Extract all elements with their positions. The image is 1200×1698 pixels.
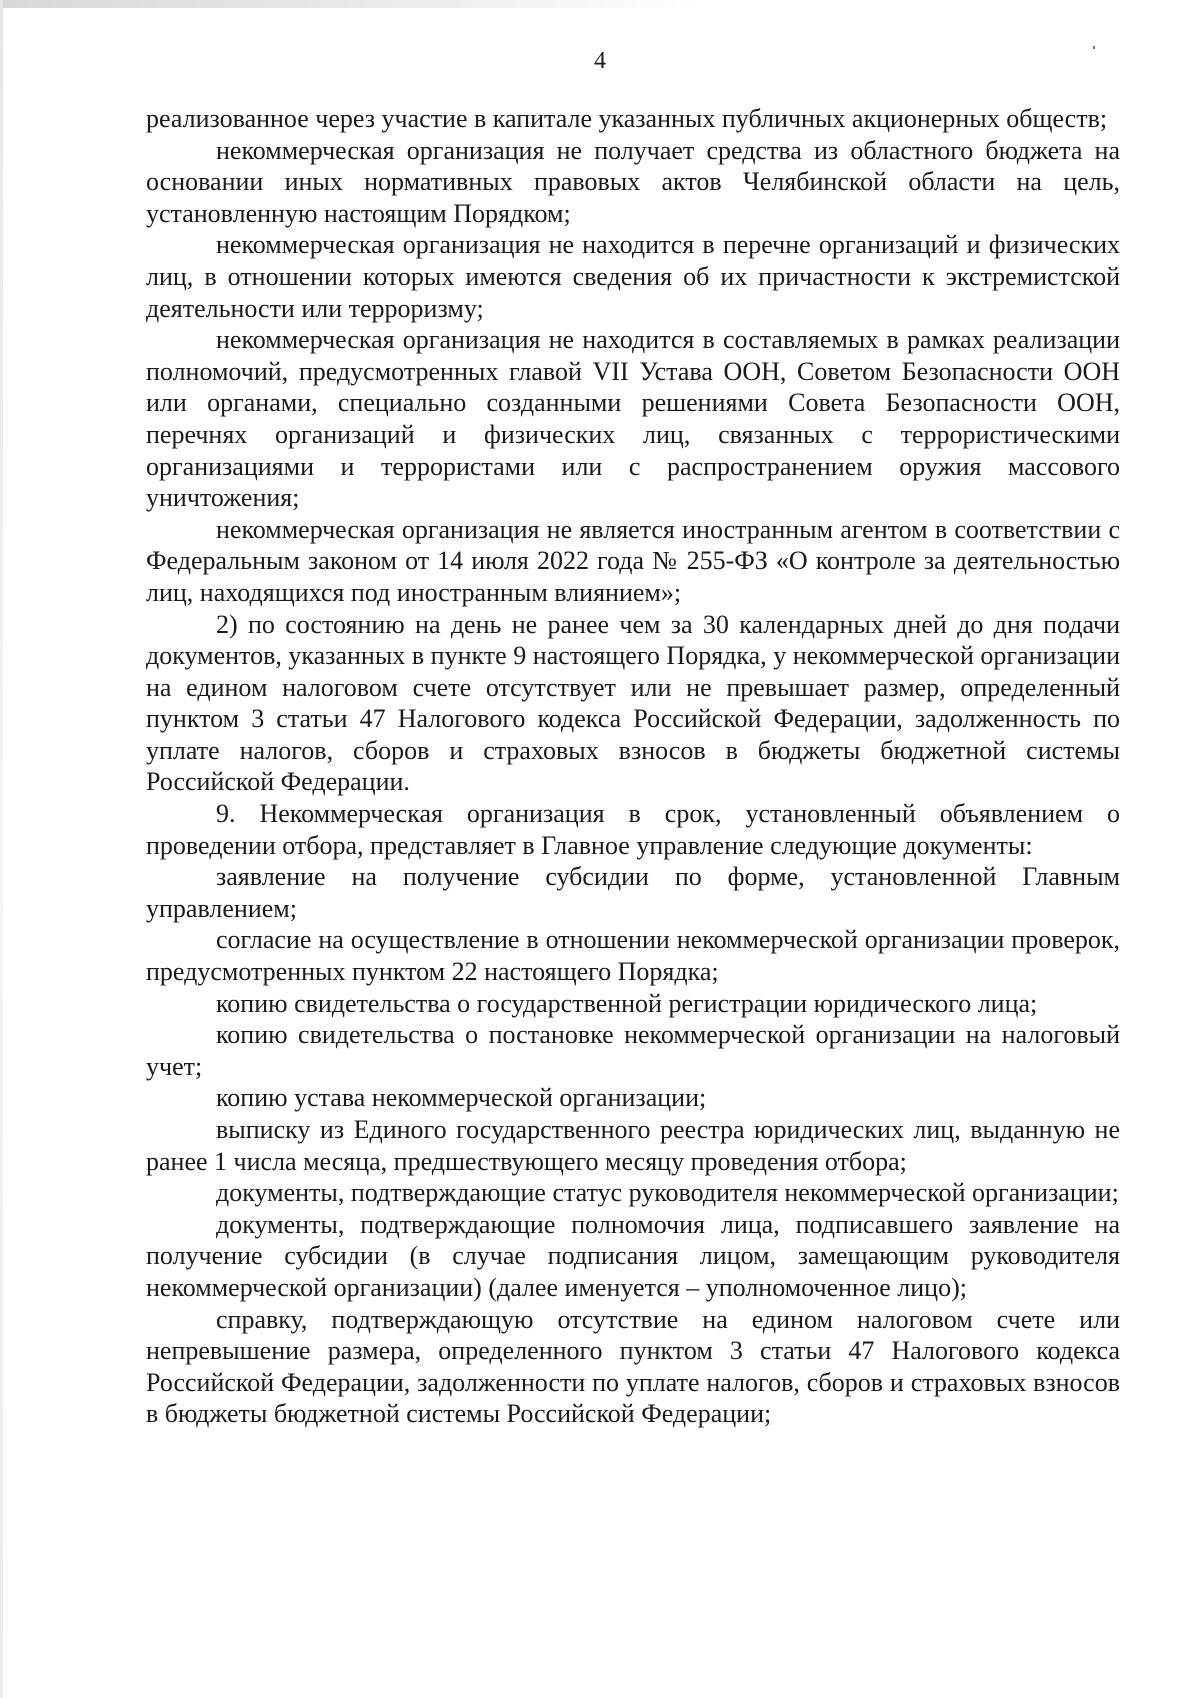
paragraph: согласие на осуществление в отношении некоммерческой организации проверок, предусмотренных пунктом 22 настоящего Порядка; [146, 925, 1120, 987]
paragraph: документы, подтверждающие статус руководителя некоммерческой организации; [216, 1178, 1119, 1208]
paragraph: реализованное через участие в капитале указанных публичных акционерных обществ; [146, 104, 1108, 133]
document-body [146, 103, 1120, 1430]
scan-edge-left [0, 0, 3, 1698]
paragraph: 2) по состоянию на день не ранее чем за 30 календарных дней до дня подачи документов, указанных в пункте 9 настоящего Порядка, у некоммерческой организации на едином налоговом счете отсутствует или не превышает размер, определенный пунктом 3 статьи 47 Налогового кодекса Российской Федерации, задолженность по уплате налогов, сборов и страховых взносов в бюджеты бюджетной системы Российской Федерации. [146, 609, 1120, 797]
paragraph: некоммерческая организация не является иностранным агентом в соответствии с Федеральным законом от 14 июля 2022 года № 255-ФЗ «О контроле за деятельностью лиц, находящихся под иностранным влиянием»; [146, 514, 1120, 607]
paragraph: некоммерческая организация не находится в перечне организаций и физических лиц, в отношении которых имеются сведения об их причастности к экстремистской деятельности или терроризму; [146, 230, 1120, 323]
paragraph: копию устава некоммерческой организации; [216, 1083, 707, 1113]
paragraph: копию свидетельства о постановке некоммерческой организации на налоговый учет; [146, 1020, 1120, 1081]
scan-edge-top [0, 0, 700, 8]
paragraph: документы, подтверждающие полномочия лица, подписавшего заявление на получение субсидии (в случае подписания лицом, замещающим руководителя некоммерческой организации) (далее именуется – уполномоченное лицо); [146, 1209, 1120, 1302]
paragraph: 9. Некоммерческая организация в срок, установленный объявлением о проведении отбора, представляет в Главное управление следующие документы: [146, 799, 1120, 860]
paragraph: некоммерческая организация не получает средства из областного бюджета на основании иных нормативных правовых актов Челябинской области на цель, установленную настоящим Порядком; [146, 135, 1120, 228]
paragraph: заявление на получение субсидии по форме, установленной Главным управлением; [146, 862, 1120, 923]
paragraph: выписку из Единого государственного реестра юридических лиц, выданную не ранее 1 числа месяца, предшествующего месяцу проведения отбора; [146, 1115, 1120, 1176]
paragraph: справку, подтверждающую отсутствие на едином налоговом счете или непревышение размера, определенного пунктом 3 статьи 47 Налогового кодекса Российской Федерации, задолженности по уплате налогов, сборов и страховых взносов в бюджеты бюджетной системы Российской Федерации; [146, 1304, 1120, 1429]
paragraph: некоммерческая организация не находится в составляемых в рамках реализации полномочий, предусмотренных главой VII Устава ООН, Советом Безопасности ООН или органами, специально созданными решениями Совета Безопасности ООН, перечнях организаций и физических лиц, связанных с террористическими организациями и террористами или с распространением оружия массового уничтожения; [146, 325, 1120, 513]
page-number: 4 [594, 48, 606, 74]
paragraph: копию свидетельства о государственной регистрации юридического лица; [216, 988, 1038, 1018]
